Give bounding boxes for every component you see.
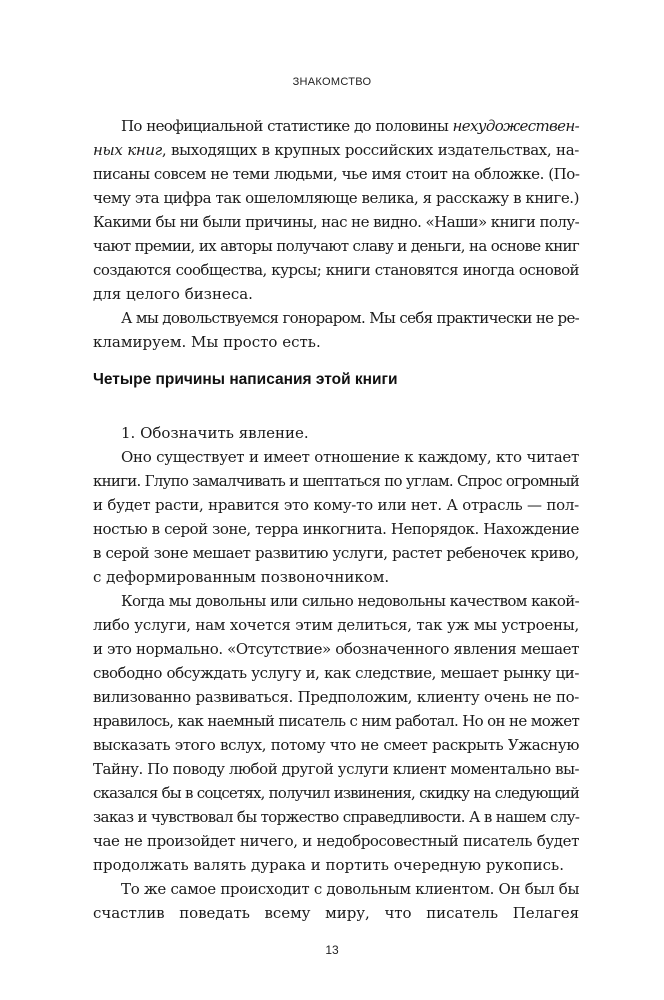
text-line: высказать этого вслух, потому что не смеет раскрыть Ужасную	[93, 736, 579, 754]
list-item: 1. Обозначить явление.	[121, 424, 309, 442]
text-line: То же самое происходит с довольным клиентом. Он был бы	[121, 880, 580, 898]
text-line: и будет расти, нравится это кому-то или нет. А отрасль — пол-	[93, 496, 579, 514]
text-line: Тайну. По поводу любой другой услуги клиент моментально вы-	[93, 760, 580, 778]
text-line: чему эта цифра так ошеломляюще велика, я расскажу в книге.)	[93, 189, 579, 207]
text-line: нравилось, как наемный писатель с ним работал. Но он не может	[93, 712, 580, 730]
intro-paragraph-2	[93, 306, 579, 354]
text-line: ностью в серой зоне, терра инкогнита. Непорядок. Нахождение	[93, 520, 579, 538]
text-line: сказался бы в соцсетях, получил извинения, скидку на следующий	[93, 784, 579, 802]
text-line: либо услуги, нам хочется этим делиться, так уж мы устроены,	[93, 616, 579, 634]
text-line: Какими бы ни были причины, нас не видно. «Наши» книги полу-	[93, 213, 580, 231]
text-line: свободно обсуждать услугу и, как следствие, мешает рынку ци-	[93, 664, 579, 682]
text-line: чают премии, их авторы получают славу и деньги, на основе книг	[93, 237, 579, 255]
intro-paragraph-1	[93, 114, 579, 306]
text-line: продолжать валять дурака и портить очередную рукопись.	[93, 856, 564, 874]
text-line: в серой зоне мешает развитию услуги, растет ребеночек криво,	[93, 544, 579, 562]
text-fragment: , выходящих в крупных российских издательствах, на-	[161, 141, 580, 159]
italic-fragment: нехудожествен-	[452, 117, 579, 135]
text-line: счастлив поведать всему миру, что писатель Пелагея	[93, 904, 579, 922]
reason-1-paragraph-2	[93, 589, 579, 877]
running-head: ЗНАКОМСТВО	[292, 76, 372, 88]
text-line: Оно существует и имеет отношение к каждому, кто читает	[121, 448, 579, 466]
page-number: 13	[325, 943, 339, 957]
text-line: и это нормально. «Отсутствие» обозначенного явления мешает	[93, 640, 579, 658]
text-line: вилизованно развиваться. Предположим, клиенту очень не по-	[93, 688, 579, 706]
text-line: с деформированным позвоночником.	[93, 568, 390, 586]
text-line: создаются сообщества, курсы; книги становятся иногда основой	[93, 261, 579, 279]
section-heading: Четыре причины написания этой книги	[93, 371, 398, 388]
text-line: Когда мы довольны или сильно недовольны качеством какой-	[121, 592, 579, 610]
text-fragment: По неофициальной статистике до половины	[121, 117, 453, 135]
text-line: А мы довольствуемся гонораром. Мы себя практически не ре-	[121, 309, 579, 327]
text-line: чае не произойдет ничего, и недобросовестный писатель будет	[93, 832, 579, 850]
text-line	[93, 114, 579, 138]
reason-1-paragraph-1	[93, 445, 579, 589]
text-line: для целого бизнеса.	[93, 285, 253, 303]
reason-1-item	[93, 421, 579, 445]
reason-1-paragraph-3	[93, 877, 579, 925]
text-line: писаны совсем не теми людьми, чье имя стоит на обложке. (По-	[93, 165, 580, 183]
text-line: книги. Глупо замалчивать и шептаться по углам. Спрос огромный	[93, 472, 579, 490]
text-line	[93, 138, 579, 162]
italic-fragment: ных книг	[93, 141, 162, 159]
text-line: заказ и чувствовал бы торжество справедливости. А в нашем слу-	[93, 808, 580, 826]
text-line: кламируем. Мы просто есть.	[93, 333, 321, 351]
